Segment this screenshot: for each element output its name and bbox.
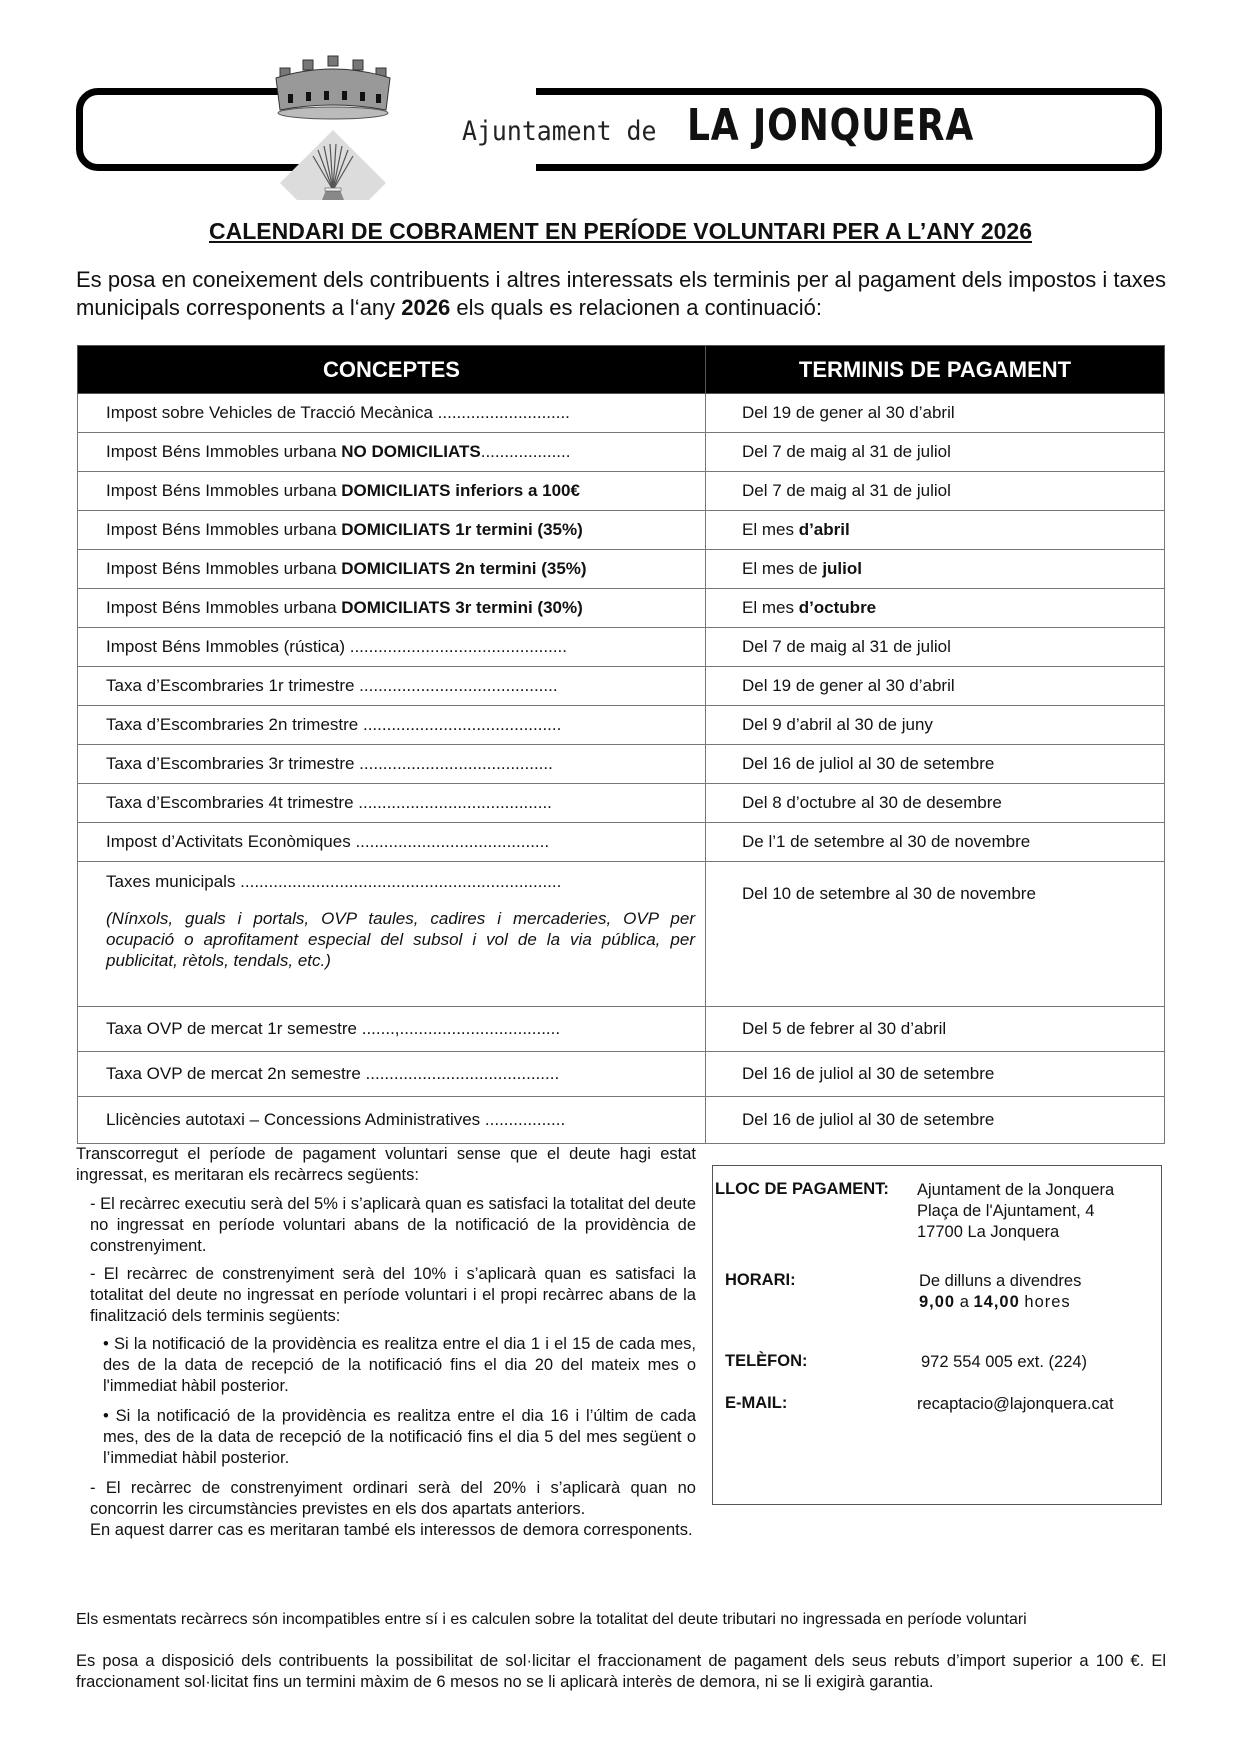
concept-text: Taxa OVP de mercat 2n semestre ......................................... xyxy=(106,1064,560,1083)
table-row xyxy=(78,628,1165,667)
concept-bold: DOMICILIATS 1r termini (35%) xyxy=(341,520,583,539)
intro-paragraph xyxy=(76,266,1166,322)
term-text: Del 16 de juliol al 30 de setembre xyxy=(742,754,995,773)
concept-text: Impost Béns Immobles urbana xyxy=(106,442,342,461)
incompatibility-note: Els esmentats recàrrecs són incompatibles entre sí i es calculen sobre la totalitat del deute tributari no ingressada en període voluntari xyxy=(76,1611,1027,1628)
table-row xyxy=(78,823,1165,862)
address-line: 17700 La Jonquera xyxy=(917,1223,1060,1241)
term-cell xyxy=(706,862,1165,1007)
phone-row xyxy=(725,1352,1087,1373)
address-line: Ajuntament de la Jonquera xyxy=(917,1181,1115,1199)
concept-text: Impost Béns Immobles urbana xyxy=(106,481,342,500)
hours-unit: hores xyxy=(1024,1293,1071,1311)
concept-cell xyxy=(78,823,706,862)
concept-bold: NO DOMICILIATS xyxy=(341,442,481,461)
concept-cell xyxy=(78,628,706,667)
hours-value xyxy=(919,1271,1081,1313)
concept-cell xyxy=(78,784,706,823)
concept-text: Taxa d’Escombraries 2n trimestre .......................................... xyxy=(106,715,562,734)
concept-text: Impost Béns Immobles urbana xyxy=(106,520,342,539)
table-row xyxy=(78,550,1165,589)
hours-from: 9,00 xyxy=(919,1293,956,1311)
document-title: CALENDARI DE COBRAMENT EN PERÍODE VOLUNTARI PER A L’ANY 2026 xyxy=(209,218,1032,244)
concept-cell xyxy=(78,1052,706,1097)
header-title xyxy=(462,100,1037,160)
hours-to: 14,00 xyxy=(973,1293,1020,1311)
term-bold: d’abril xyxy=(798,520,850,539)
intro-text: Es posa en coneixement dels contribuents i altres interessats els terminis per al pagament dels impostos i taxes municipals corresponents a l‘any xyxy=(76,267,1166,320)
term-text: Del 16 de juliol al 30 de setembre xyxy=(742,1064,995,1083)
term-cell xyxy=(706,667,1165,706)
surcharge-constraint: - El recàrrec de constrenyiment serà del 10% i s’aplicarà quan es satisfaci la totalitat del deute no ingressat en període voluntari i el propi recàrrec abans de la finalització dels terminis següents: xyxy=(90,1265,696,1325)
table-row xyxy=(78,706,1165,745)
term-text: El mes xyxy=(742,598,799,617)
concept-cell xyxy=(78,433,706,472)
column-header-concepts: CONCEPTES xyxy=(78,346,706,394)
table-row xyxy=(78,1007,1165,1052)
concept-text: Taxa d’Escombraries 4t trimestre ......................................... xyxy=(106,793,552,812)
concept-text: Impost Béns Immobles (rústica) .............................................. xyxy=(106,637,568,656)
table-row xyxy=(78,511,1165,550)
concept-text: Taxa OVP de mercat 1r semestre .......,.................................. xyxy=(106,1019,561,1038)
column-header-terms: TERMINIS DE PAGAMENT xyxy=(706,346,1165,394)
term-bold: juliol xyxy=(822,559,862,578)
concept-text: Impost Béns Immobles urbana xyxy=(106,559,342,578)
term-cell xyxy=(706,784,1165,823)
header-prefix: Ajuntament de xyxy=(462,116,657,147)
term-text: Del 19 de gener al 30 d’abril xyxy=(742,403,955,422)
concept-text: Llicències autotaxi – Concessions Administratives ................. xyxy=(106,1110,566,1129)
concept-cell xyxy=(78,511,706,550)
term-text: Del 16 de juliol al 30 de setembre xyxy=(742,1110,995,1129)
term-text: Del 7 de maig al 31 de juliol xyxy=(742,442,951,461)
email-label: E-MAIL: xyxy=(725,1394,788,1412)
installment-note: Es posa a disposició dels contribuents la possibilitat de sol·licitar el fraccionament de pagament dels seus rebuts d’import superior a 100 €. El fraccionament sol·licitat fins un termini màxim de 6 mesos no se li aplicarà interès de demora, ni se li exigirà garantia. xyxy=(76,1652,1166,1691)
term-text: Del 10 de setembre al 30 de novembre xyxy=(742,884,1036,903)
term-cell xyxy=(706,550,1165,589)
term-text: Del 9 d’abril al 30 de juny xyxy=(742,715,933,734)
surcharge-executive: - El recàrrec executiu serà del 5% i s’aplicarà quan es satisfaci la totalitat del deute no ingressat en període voluntari abans de la notificació de la providència de constrenyiment. xyxy=(90,1195,696,1255)
concept-cell xyxy=(78,862,706,1007)
concept-text: Taxa d’Escombraries 1r trimestre .......................................... xyxy=(106,676,558,695)
concept-cell xyxy=(78,472,706,511)
surcharge-bullet-2: • Si la notificació de la providència es realitza entre el dia 16 i l’últim de cada mes, des de la data de recepció de la notificació fins el dia 5 del mes següent o l’immediat hàbil posterior. xyxy=(103,1407,696,1467)
concept-cell xyxy=(78,589,706,628)
concept-bold: DOMICILIATS 2n termini (35%) xyxy=(341,559,587,578)
surcharge-bullet-1: • Si la notificació de la providència es realitza entre el dia 1 i el 15 de cada mes, des de la data de recepció de la notificació fins el dia 20 del mateix mes o l'immediat hàbil posterior. xyxy=(103,1335,696,1395)
surcharges-intro: Transcorregut el període de pagament voluntari sense que el deute hagi estat ingressat, es meritaran els recàrrecs següents: xyxy=(76,1145,696,1184)
term-text: Del 7 de maig al 31 de juliol xyxy=(742,637,951,656)
concept-cell xyxy=(78,667,706,706)
municipal-crest-icon xyxy=(258,50,408,200)
email-row xyxy=(725,1394,1114,1415)
payment-info-box xyxy=(712,1165,1162,1505)
concept-bold: DOMICILIATS inferiors a 100€ xyxy=(341,481,580,500)
payment-place-row xyxy=(715,1180,1114,1243)
intro-text-end: els quals es relacionen a continuació: xyxy=(450,295,823,320)
term-cell xyxy=(706,433,1165,472)
email-value[interactable]: recaptacio@lajonquera.cat xyxy=(917,1395,1114,1413)
hours-row xyxy=(725,1271,1081,1313)
term-cell xyxy=(706,706,1165,745)
phone-label: TELÈFON: xyxy=(725,1352,808,1370)
table-row xyxy=(78,1052,1165,1097)
term-cell xyxy=(706,472,1165,511)
concept-text: Taxes municipals .................................................................... xyxy=(106,872,562,891)
table-row xyxy=(78,589,1165,628)
concept-cell xyxy=(78,706,706,745)
term-text: El mes de xyxy=(742,559,823,578)
address-line: Plaça de l'Ajuntament, 4 xyxy=(917,1202,1095,1220)
concept-dots: ................... xyxy=(480,442,571,461)
concept-text: Impost d’Activitats Econòmiques ......................................... xyxy=(106,832,550,851)
table-header-row xyxy=(78,346,1165,394)
table-row xyxy=(78,394,1165,433)
term-cell xyxy=(706,823,1165,862)
term-text: Del 5 de febrer al 30 d’abril xyxy=(742,1019,947,1038)
intro-year: 2026 xyxy=(401,295,451,320)
hours-separator: a xyxy=(959,1293,969,1311)
table-row xyxy=(78,667,1165,706)
concept-cell xyxy=(78,745,706,784)
hours-time xyxy=(919,1292,1081,1313)
concept-cell xyxy=(78,1007,706,1052)
hours-label: HORARI: xyxy=(725,1271,796,1289)
surcharges-section xyxy=(76,1144,696,1541)
payment-place-address xyxy=(917,1180,1114,1243)
concept-bold: DOMICILIATS 3r termini (30%) xyxy=(341,598,583,617)
concept-cell xyxy=(78,1097,706,1144)
concept-cell xyxy=(78,394,706,433)
table-row xyxy=(78,1097,1165,1144)
term-cell xyxy=(706,1007,1165,1052)
payment-place-label: LLOC DE PAGAMENT: xyxy=(715,1180,889,1198)
table-row xyxy=(78,433,1165,472)
term-text: El mes xyxy=(742,520,799,539)
term-cell xyxy=(706,511,1165,550)
hours-days: De dilluns a divendres xyxy=(919,1272,1082,1290)
table-row xyxy=(78,784,1165,823)
term-cell xyxy=(706,1052,1165,1097)
table-row xyxy=(78,472,1165,511)
term-text: Del 8 d’octubre al 30 de desembre xyxy=(742,793,1002,812)
concept-text: Impost sobre Vehicles de Tracció Mecànica ............................ xyxy=(106,403,570,422)
surcharge-ordinary-note: En aquest darrer cas es meritaran també els interessos de demora corresponents. xyxy=(90,1521,693,1539)
payment-calendar-table xyxy=(77,345,1165,1144)
term-text: Del 7 de maig al 31 de juliol xyxy=(742,481,951,500)
concept-cell xyxy=(78,550,706,589)
term-text: De l’1 de setembre al 30 de novembre xyxy=(742,832,1031,851)
municipality-name: LA JONQUERA xyxy=(687,100,975,151)
term-bold: d’octubre xyxy=(798,598,877,617)
phone-value: 972 554 005 ext. (224) xyxy=(921,1353,1088,1371)
term-cell xyxy=(706,745,1165,784)
concept-text: Impost Béns Immobles urbana xyxy=(106,598,342,617)
term-cell xyxy=(706,589,1165,628)
concept-text: Taxa d’Escombraries 3r trimestre ......................................... xyxy=(106,754,553,773)
term-cell xyxy=(706,394,1165,433)
table-row xyxy=(78,745,1165,784)
table-row xyxy=(78,862,1165,1007)
concept-note: (Nínxols, guals i portals, OVP taules, cadires i mercaderies, OVP per ocupació o aprofitament especial del subsol i vol de la via pública, per publicitat, rètols, tendals, etc.) xyxy=(106,909,695,970)
term-cell xyxy=(706,628,1165,667)
term-cell xyxy=(706,1097,1165,1144)
term-text: Del 19 de gener al 30 d’abril xyxy=(742,676,955,695)
surcharge-ordinary: - El recàrrec de constrenyiment ordinari serà del 20% i s’aplicarà quan no concorrin les circumstàncies previstes en els dos apartats anteriors. xyxy=(90,1479,696,1518)
